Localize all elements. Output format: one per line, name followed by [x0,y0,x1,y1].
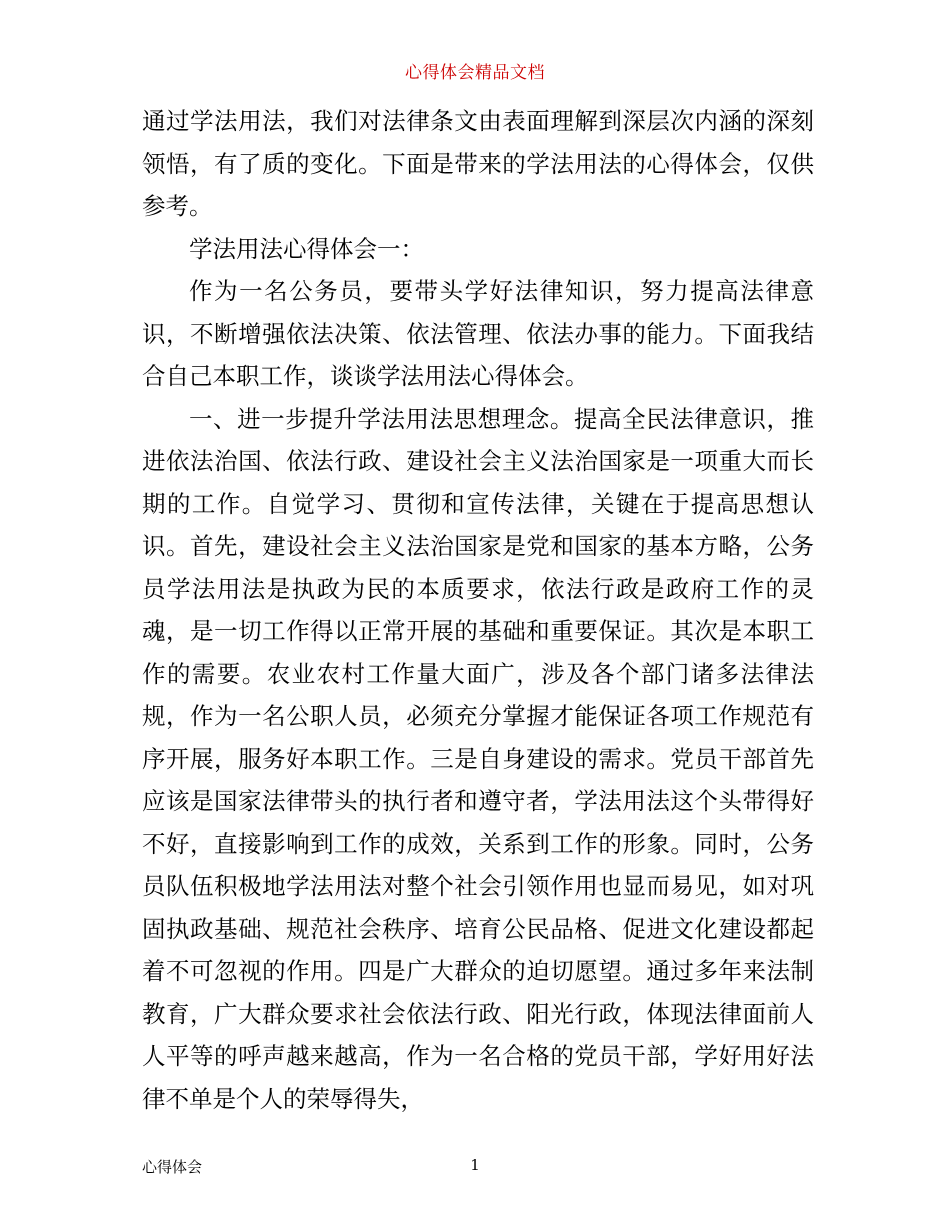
intro-paragraph: 通过学法用法，我们对法律条文由表面理解到深层次内涵的深刻领悟，有了质的变化。下面是带来的学法用法的心得体会，仅供参考。 [142,107,814,220]
body-paragraph: 作为一名公务员，要带头学好法律知识，努力提高法律意识，不断增强依法决策、依法管理、依法办事的能力。下面我结合自己本职工作，谈谈学法用法心得体会。 [142,277,814,390]
document-body [142,100,814,1120]
section-heading: 学法用法心得体会一： [189,234,424,263]
page-header-title: 心得体会精品文档 [405,63,545,83]
page-number: 1 [470,1156,480,1174]
body-paragraph: 一、进一步提升学法用法思想理念。提高全民法律意识，推进依法治国、依法行政、建设社会主义法治国家是一项重大而长期的工作。自觉学习、贯彻和宣传法律，关键在于提高思想认识。首先，建设社会主义法治国家是党和国家的基本方略，公务员学法用法是执政为民的本质要求，依法行政是政府工作的灵魂，是一切工作得以正常开展的基础和重要保证。其次是本职工作的需要。农业农村工作量大面广，涉及各个部门诸多法律法规，作为一名公职人员，必须充分掌握才能保证各项工作规范有序开展，服务好本职工作。三是自身建设的需求。党员干部首先应该是国家法律带头的执行者和遵守者，学法用法这个头带得好不好，直接影响到工作的成效，关系到工作的形象。同时，公务员队伍积极地学法用法对整个社会引领作用也显而易见，如对巩固执政基础、规范社会秩序、培育公民品格、促进文化建设都起着不可忽视的作用。四是广大群众的迫切愿望。通过多年来法制教育，广大群众要求社会依法行政、阳光行政，体现法律面前人人平等的呼声越来越高，作为一名合格的党员干部，学好用好法律不单是个人的荣辱得失， [142,404,814,1113]
footer-label: 心得体会 [142,1158,203,1176]
